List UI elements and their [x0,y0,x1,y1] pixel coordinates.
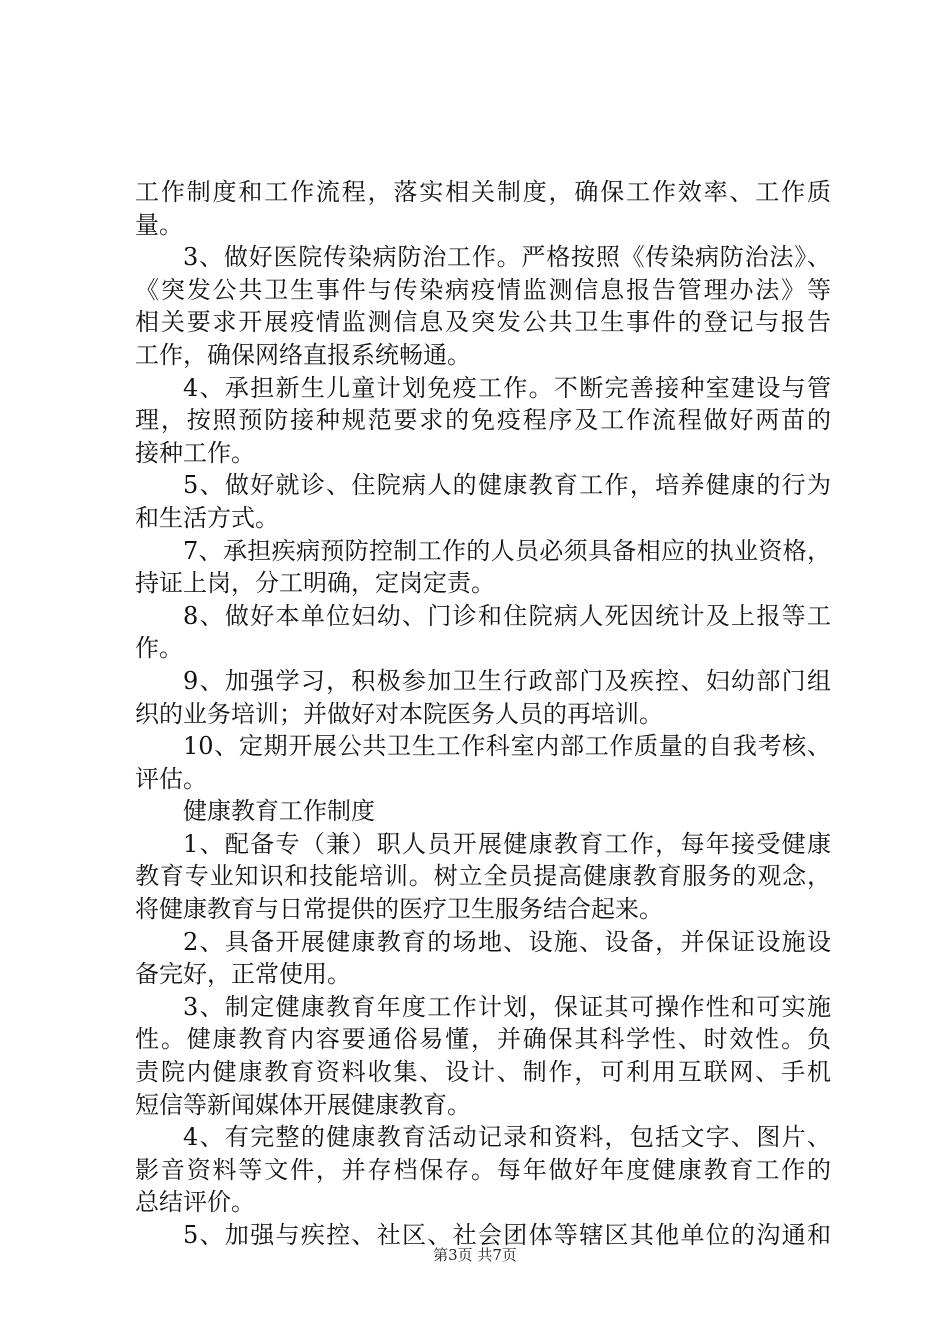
text-line: 健康教育工作制度 [183,797,375,826]
text-line: 作。 [135,634,183,663]
text-line: 4、有完整的健康教育活动记录和资料，包括文字、图片、 [183,1123,831,1152]
text-line: 量。 [135,210,183,239]
page-footer: 第3页 共7页 [433,1246,517,1264]
text-line: 8、做好本单位妇幼、门诊和住院病人死因统计及上报等工 [183,601,831,630]
text-line: 7、承担疾病预防控制工作的人员必须具备相应的执业资格， [183,536,831,565]
text-line: 《突发公共卫生事件与传染病疫情监测信息报告管理办法》等 [135,275,831,304]
text-line: 3、制定健康教育年度工作计划，保证其可操作性和可实施 [183,992,831,1021]
text-line: 3、做好医院传染病防治工作。严格按照《传染病防治法》、 [183,243,831,272]
text-line: 评估。 [135,764,207,793]
text-line: 相关要求开展疫情监测信息及突发公共卫生事件的登记与报告 [135,308,831,337]
text-line: 影音资料等文件，并存档保存。每年做好年度健康教育工作的 [135,1155,831,1184]
text-line: 工作制度和工作流程，落实相关制度，确保工作效率、工作质 [135,178,831,206]
text-line: 9、加强学习，积极参加卫生行政部门及疾控、妇幼部门组 [183,666,831,695]
text-line: 备完好，正常使用。 [135,960,351,989]
text-line: 工作，确保网络直报系统畅通。 [135,340,471,369]
text-line: 性。健康教育内容要通俗易懂，并确保其科学性、时效性。负 [135,1025,831,1054]
text-line: 5、做好就诊、住院病人的健康教育工作，培养健康的行为 [183,471,831,500]
text-line: 理，按照预防接种规范要求的免疫程序及工作流程做好两苗的 [135,406,831,435]
text-line: 短信等新闻媒体开展健康教育。 [135,1090,471,1119]
text-line: 持证上岗，分工明确，定岗定责。 [135,569,495,598]
text-line: 2、具备开展健康教育的场地、设施、设备，并保证设施设 [183,927,831,956]
text-line: 接种工作。 [135,438,255,467]
text-line: 10、定期开展公共卫生工作科室内部工作质量的自我考核、 [183,732,831,761]
text-line: 1、配备专（兼）职人员开展健康教育工作，每年接受健康 [183,829,831,858]
text-line: 将健康教育与日常提供的医疗卫生服务结合起来。 [135,895,663,924]
text-line: 教育专业知识和技能培训。树立全员提高健康教育服务的观念， [135,862,831,891]
text-line: 织的业务培训；并做好对本院医务人员的再培训。 [135,699,663,728]
text-line: 和生活方式。 [135,503,279,532]
text-line: 5、加强与疾控、社区、社会团体等辖区其他单位的沟通和 [183,1221,831,1249]
text-line: 责院内健康教育资料收集、设计、制作，可利用互联网、手机 [135,1058,831,1087]
document-body [135,176,831,1252]
text-line: 总结评价。 [135,1188,255,1217]
text-line: 4、承担新生儿童计划免疫工作。不断完善接种室建设与管 [183,373,831,402]
